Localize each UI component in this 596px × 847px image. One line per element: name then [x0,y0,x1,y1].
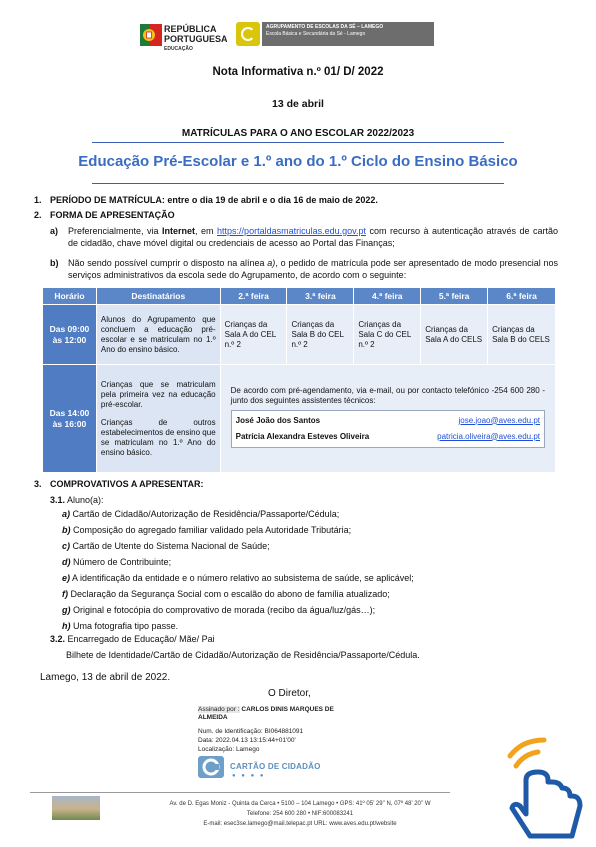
section-3-title: COMPROVATIVOS A APRESENTAR: [50,479,204,489]
dest-text-2: Crianças de outros estabelecimentos de ensino que se matriculam no 1.º Ano do ensino básico. [100,417,216,457]
list-item: d) Número de Contribuinte; [62,557,172,567]
table-header: 4.ª feira [354,288,421,305]
republica-emblem-icon [140,24,162,46]
schedule-table [42,287,556,473]
table-header: 5.ª feira [421,288,488,305]
doc-date: 13 de abril [272,98,324,110]
table-header: Destinatários [96,288,220,305]
item-a-text: Preferencialmente, via Internet, em https://portaldasmatriculas.edu.gov.pt com recurso à autenticação através de cartão de cidadão, chave móvel digital ou credenciais de acesso ao Portal das Finanças; [68,226,558,248]
table-header: 6.ª feira [488,288,556,305]
section-1-text: PERÍODO DE MATRÍCULA: entre o dia 19 de abril e o dia 16 de maio de 2022. [50,195,378,205]
contact-row [236,413,540,429]
section-1-number: 1. [34,195,42,205]
subsection-3-1: 3.1. Aluno(a): [50,495,104,505]
item-a-label: a) [50,226,59,236]
doc-heading: Educação Pré-Escolar e 1.º ano do 1.º Ciclo do Ensino Básico [78,153,518,170]
school-banner: AGRUPAMENTO DE ESCOLAS DA SÉ – LAMEGO Escola Básica e Secundária da Sé - Lamego [262,22,434,46]
doc-subject: MATRÍCULAS PARA O ANO ESCOLAR 2022/2023 [181,128,415,139]
table-header: 2.ª feira [220,288,287,305]
contact-name: José João dos Santos [235,415,321,425]
contact-cell [220,365,555,473]
digital-signature: Assinado por : CARLOS DINIS MARQUES DE ALMEIDA [198,706,334,721]
contact-name: Patrícia Alexandra Esteves Oliveira [235,431,370,441]
contact-box [231,410,545,448]
contact-email[interactable]: jose.joao@aves.edu.pt [458,415,540,425]
day-cell: Crianças da Sala A do CELS [421,305,488,365]
dest-cell: Alunos do Agrupamento que concluem a educação pré-escolar e se matriculam no 1.º Ano do ensino básico. [96,305,220,365]
footer-divider [30,792,450,793]
section-2-title: FORMA DE APRESENTAÇÃO [50,210,175,220]
day-cell: Crianças da Sala C do CEL n.º 2 [354,305,421,365]
list-item: b) Composição do agregado familiar validado pela Autoridade Tributária; [62,525,352,535]
day-cell: Crianças da Sala A do CEL n.º 2 [220,305,287,365]
republica-sub: EDUCAÇÃO [164,46,193,52]
divider [92,183,504,184]
table-header: 3.ª feira [287,288,354,305]
divider [92,142,504,143]
director-role: O Diretor, [268,688,311,699]
day-cell: Crianças da Sala B do CELS [488,305,556,365]
hand-pointer-icon [486,736,596,842]
contact-row [236,429,540,445]
day-cell: Crianças da Sala B do CEL n.º 2 [287,305,354,365]
list-item: c) Cartão de Utente do Sistema Nacional de Saúde; [62,541,270,551]
doc-title: Nota Informativa n.º 01/ D/ 2022 [212,66,384,78]
table-row [43,365,556,473]
footer-address: Av. de D. Egas Moniz - Quinta da Cerca • 5100 – 104 Lamego • GPS: 41º 05’ 29’’ N, 07º 48’ 20’’ W [169,801,431,807]
cartao-cidadao-label: CARTÃO DE CIDADÃO [230,762,321,771]
section-3-number: 3. [34,479,42,489]
contact-email[interactable]: patricia.oliveira@aves.edu.pt [437,431,540,441]
documents-list [62,508,532,632]
section-2-number: 2. [34,210,42,220]
footer-phone: Telefone: 254 600 280 • NIF:600083241 [246,811,354,817]
signature-location: Localização: Lamego [198,746,260,753]
signature-date: Data: 2022.04.13 13:15:44+01'00' [198,737,296,744]
table-header-row [43,288,556,305]
table-row [43,305,556,365]
subsection-3-2: 3.2. Encarregado de Educação/ Mãe/ Pai [50,634,215,644]
table-header: Horário [43,288,97,305]
list-item: g) Original e fotocópia do comprovativo de morada (recibo da água/luz/gás…); [62,605,376,615]
dest-text-1: Crianças que se matriculam pela primeira vez na educação pré-escolar. [100,379,216,409]
item-b-text: Não sendo possível cumprir o disposto na alínea a), o pedido de matrícula pode ser apresentado de modo presencial nos serviços administrativos da escola sede do Agrupamento, de acordo com o seguinte: [68,258,558,280]
contact-info: De acordo com pré-agendamento, via e-mail, ou por contacto telefónico -254 600 280 - junto dos seguintes assistentes técnicos: [230,385,545,405]
school-logo-icon [236,22,260,46]
signature-id: Num. de Identificação: BI064881091 [198,728,304,735]
footer-contacts: E-mail: esec3se.lamego@mail.telepac.pt URL: www.aves.edu.pt/website [203,821,397,827]
list-item: e) A identificação da entidade e o número relativo ao subsistema de saúde, se aplicável; [62,573,414,583]
list-item: a) Cartão de Cidadão/Autorização de Residência/Passaporte/Cédula; [62,509,340,519]
dest-cell [96,365,220,473]
time-cell: Das 14:00 às 16:00 [43,365,97,473]
place-date: Lamego, 13 de abril de 2022. [40,672,171,683]
time-cell: Das 09:00 às 12:00 [43,305,97,365]
cartao-cidadao-dots: ● ● ● ● [232,773,266,779]
list-item: h) Uma fotografia tipo passe. [62,621,179,631]
portal-link[interactable]: https://portaldasmatriculas.edu.gov.pt [217,226,366,236]
list-item: f) Declaração da Segurança Social com o escalão do abono de família atualizado; [62,589,390,599]
cartao-cidadao-icon [198,756,224,778]
item-b-label: b) [50,258,59,268]
guardian-documents: Bilhete de Identidade/Cartão de Cidadão/Autorização de Residência/Passaporte/Cédula. [66,650,420,660]
school-photo [52,796,100,820]
republica-logo-text: REPÚBLICA PORTUGUESA [164,24,228,44]
